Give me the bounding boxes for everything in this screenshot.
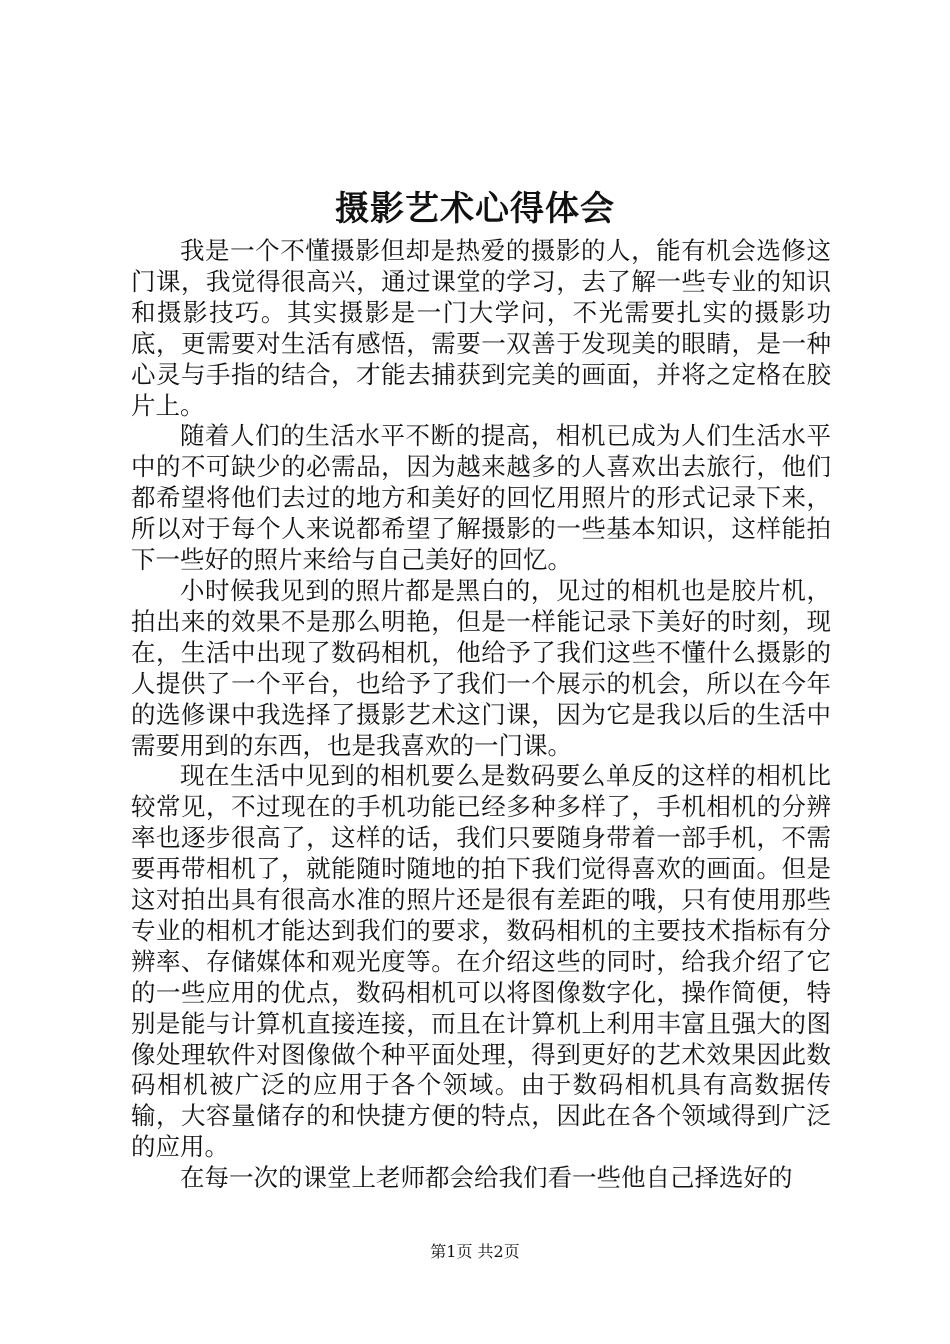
document-title: 摄影艺术心得体会 bbox=[335, 189, 615, 229]
paragraph-2: 随着人们的生活水平不断的提高，相机已成为人们生活水平中的不可缺少的必需品，因为越来越多的人喜欢出去旅行，他们都希望将他们去过的地方和美好的回忆用照片的形式记录下来，所以对于每个人来说都希望了解摄影的一些基本知识，这样能拍下一些好的照片来给与自己美好的回忆。 bbox=[131, 421, 831, 575]
paragraph-1: 我是一个不懂摄影但却是热爱的摄影的人，能有机会选修这门课，我觉得很高兴，通过课堂的学习，去了解一些专业的知识和摄影技巧。其实摄影是一门大学问，不光需要扎实的摄影功底，更需要对生活有感悟，需要一双善于发现美的眼睛，是一种心灵与手指的结合，才能去捕获到完美的画面，并将之定格在胶片上。 bbox=[131, 236, 831, 420]
page-footer: 第1页 共2页 bbox=[430, 1242, 520, 1261]
paragraph-4: 现在生活中见到的相机要么是数码要么单反的这样的相机比较常见，不过现在的手机功能已经多种多样了，手机相机的分辨率也逐步很高了，这样的话，我们只要随身带着一部手机，不需要再带相机了，就能随时随地的拍下我们觉得喜欢的画面。但是这对拍出具有很高水准的照片还是很有差距的哦，只有使用那些专业的相机才能达到我们的要求，数码相机的主要技术指标有分辨率、存储媒体和观光度等。在介绍这些的同时，给我介绍了它的一些应用的优点，数码相机可以将图像数字化，操作简便，特别是能与计算机直接连接，而且在计算机上利用丰富且强大的图像处理软件对图像做个种平面处理，得到更好的艺术效果因此数码相机被广泛的应用于各个领域。由于数码相机具有高数据传输，大容量储存的和快捷方便的特点，因此在各个领域得到广泛的应用。 bbox=[131, 761, 831, 1162]
paragraph-3: 小时候我见到的照片都是黑白的，见过的相机也是胶片机，拍出来的效果不是那么明艳，但是一样能记录下美好的时刻，现在，生活中出现了数码相机，他给予了我们这些不懂什么摄影的人提供了一个平台，也给予了我们一个展示的机会，所以在今年的选修课中我选择了摄影艺术这门课，因为它是我以后的生活中需要用到的东西，也是我喜欢的一门课。 bbox=[131, 575, 831, 760]
paragraph-5: 在每一次的课堂上老师都会给我们看一些他自己择选好的 bbox=[180, 1163, 793, 1193]
document-body bbox=[131, 236, 831, 1194]
